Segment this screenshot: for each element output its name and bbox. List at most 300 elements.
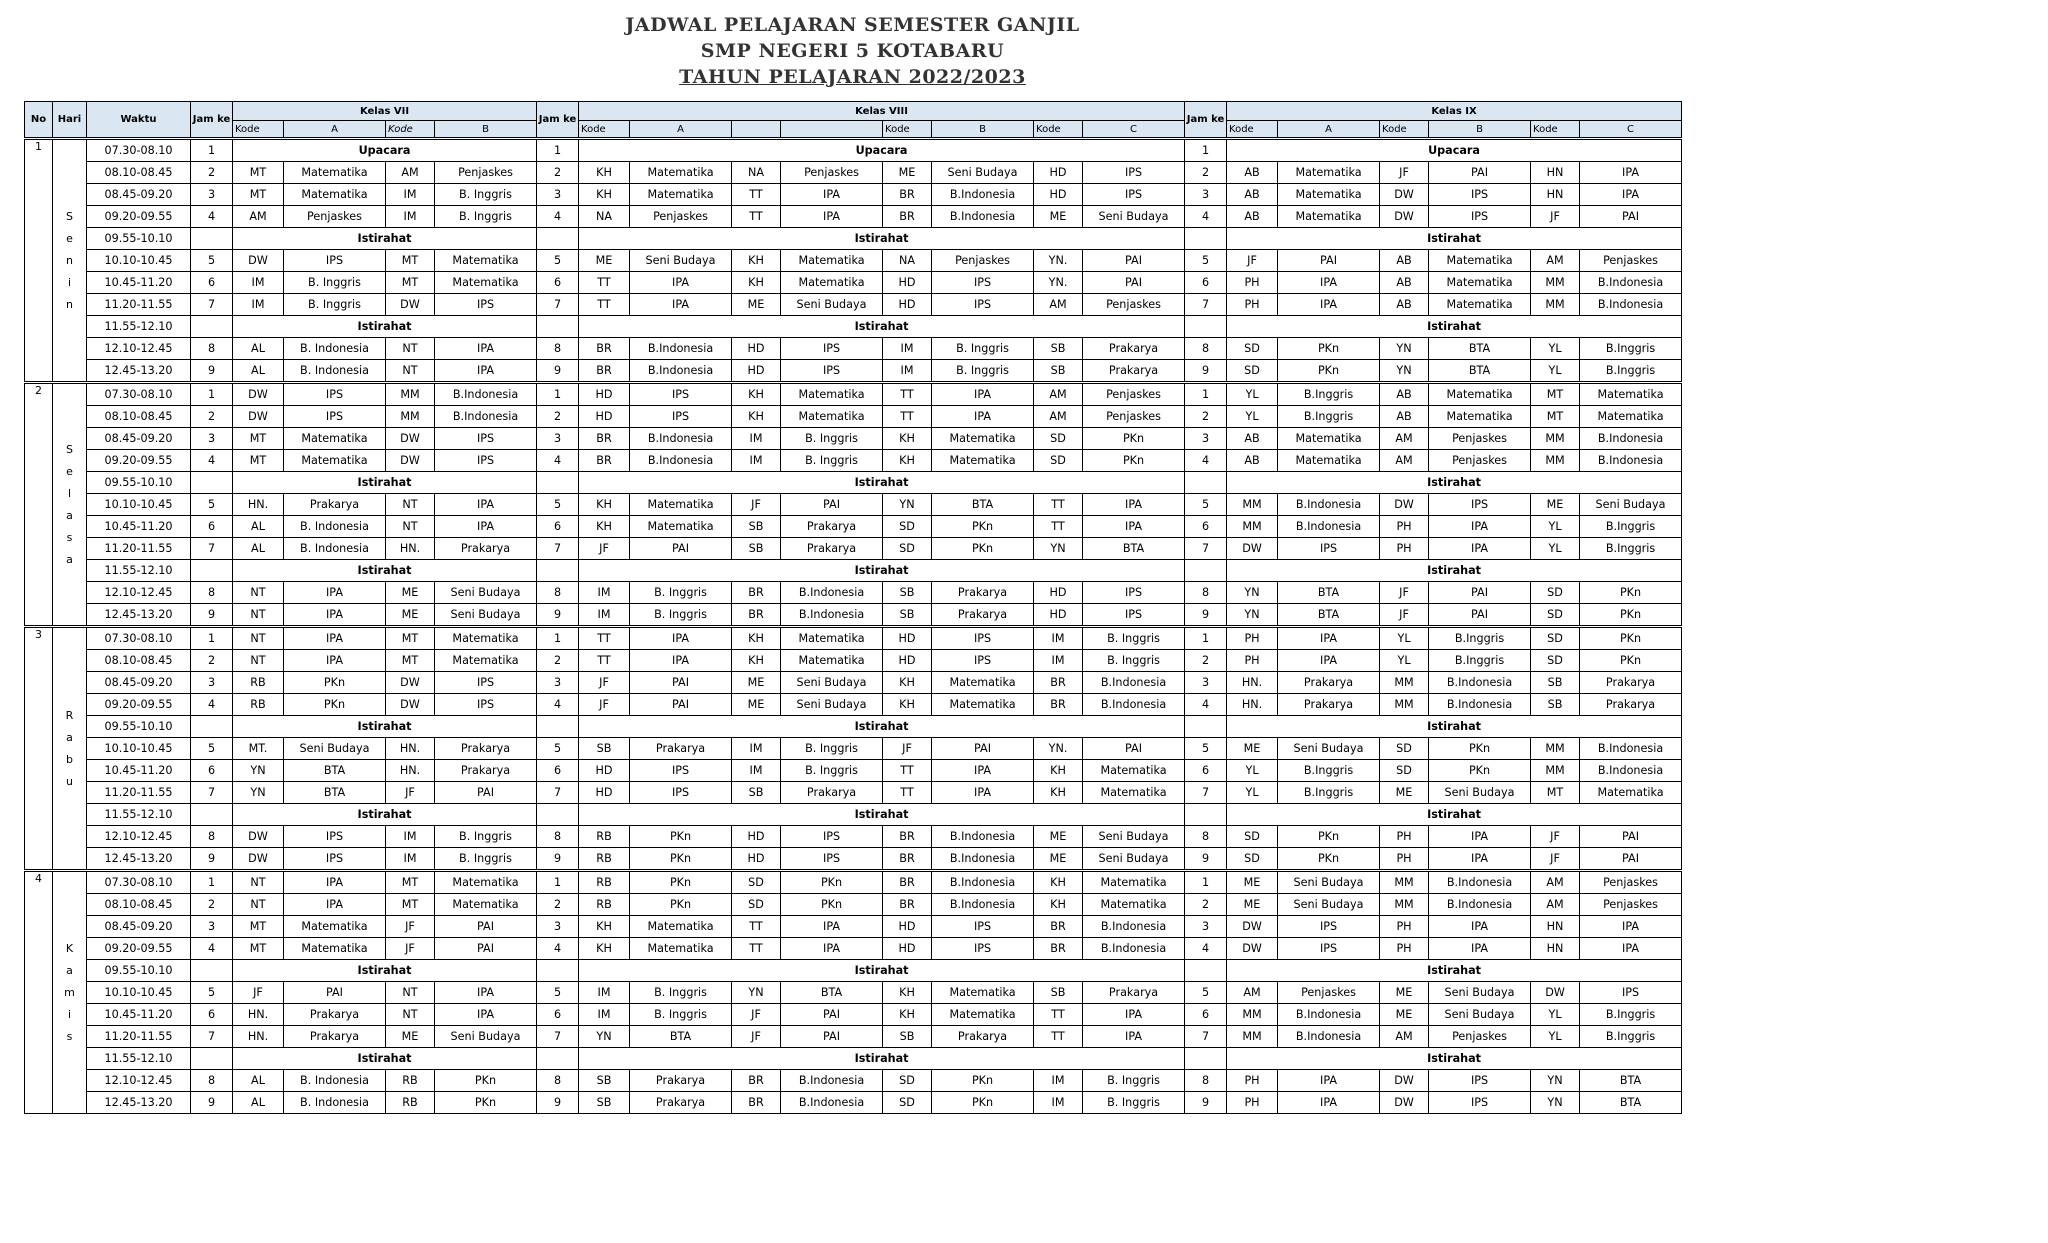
- teacher-code: SD: [1380, 760, 1429, 782]
- day-letter: u: [66, 774, 73, 788]
- table-row: [25, 894, 1682, 916]
- subject-name: PKn: [1580, 650, 1682, 672]
- teacher-code: RB: [579, 894, 630, 916]
- subject-name: IPA: [1580, 184, 1682, 206]
- teacher-code: TT: [1034, 1004, 1083, 1026]
- table-row: [25, 1048, 1682, 1070]
- subject-name: IPA: [435, 338, 537, 360]
- subject-name: IPA: [284, 582, 386, 604]
- subject-name: IPS: [932, 938, 1034, 960]
- subject-name: Prakarya: [630, 738, 732, 760]
- period-number: 7: [1185, 1026, 1227, 1048]
- teacher-code: JF: [579, 538, 630, 560]
- teacher-code: BR: [579, 450, 630, 472]
- subject-name: IPA: [1429, 516, 1531, 538]
- period-number: 5: [537, 738, 579, 760]
- period-number: 1: [1185, 627, 1227, 650]
- period-number: 4: [191, 938, 233, 960]
- subject-name: PAI: [932, 738, 1034, 760]
- teacher-code: TT: [579, 294, 630, 316]
- ceremony-cell: Upacara: [579, 139, 1185, 162]
- teacher-code: AM: [1380, 450, 1429, 472]
- subject-name: IPS: [932, 294, 1034, 316]
- blank-cell: [537, 804, 579, 826]
- header-kelas-vii: Kelas VII: [233, 102, 537, 121]
- subject-name: B. Inggris: [932, 360, 1034, 383]
- teacher-code: HD: [883, 938, 932, 960]
- subject-name: Seni Budaya: [932, 162, 1034, 184]
- teacher-code: DW: [386, 294, 435, 316]
- teacher-code: ME: [1380, 982, 1429, 1004]
- teacher-code: SB: [1034, 338, 1083, 360]
- subject-name: IPS: [932, 916, 1034, 938]
- subject-name: Matematika: [932, 450, 1034, 472]
- teacher-code: KH: [732, 406, 781, 428]
- subject-name: B. Indonesia: [284, 516, 386, 538]
- subject-name: B.Indonesia: [1278, 1004, 1380, 1026]
- teacher-code: AM: [1380, 428, 1429, 450]
- subject-name: B.Indonesia: [781, 604, 883, 627]
- teacher-code: NA: [732, 162, 781, 184]
- day-letter: e: [66, 464, 73, 478]
- subject-name: B.Inggris: [1278, 760, 1380, 782]
- subject-name: B. Inggris: [1083, 650, 1185, 672]
- subject-name: Matematika: [435, 250, 537, 272]
- teacher-code: KH: [579, 184, 630, 206]
- teacher-code: ME: [1380, 782, 1429, 804]
- blank-cell: [1185, 960, 1227, 982]
- table-row: [25, 139, 1682, 162]
- subject-name: B. Inggris: [1083, 1092, 1185, 1114]
- teacher-code: YN: [1380, 338, 1429, 360]
- subject-name: Matematika: [781, 383, 883, 406]
- subject-name: BTA: [630, 1026, 732, 1048]
- period-number: 9: [1185, 1092, 1227, 1114]
- teacher-code: MT: [233, 916, 284, 938]
- header-class-a: A: [284, 121, 386, 139]
- period-number: 2: [1185, 162, 1227, 184]
- subject-name: Matematika: [781, 406, 883, 428]
- teacher-code: AM: [386, 162, 435, 184]
- teacher-code: SB: [579, 1070, 630, 1092]
- subject-name: IPA: [932, 383, 1034, 406]
- teacher-code: SD: [1227, 338, 1278, 360]
- period-number: 8: [191, 338, 233, 360]
- subject-name: B.Inggris: [1580, 1004, 1682, 1026]
- period-number: 6: [537, 760, 579, 782]
- subject-name: BTA: [1580, 1092, 1682, 1114]
- teacher-code: TT: [732, 938, 781, 960]
- day-letter: s: [66, 530, 73, 544]
- subject-name: IPA: [1278, 627, 1380, 650]
- period-number: 1: [191, 383, 233, 406]
- teacher-code: ME: [1227, 871, 1278, 894]
- subject-name: Matematika: [1083, 894, 1185, 916]
- subject-name: IPS: [932, 650, 1034, 672]
- time-cell: 12.45-13.20: [87, 848, 191, 871]
- teacher-code: SD: [1227, 826, 1278, 848]
- subject-name: Prakarya: [1278, 672, 1380, 694]
- table-row: [25, 650, 1682, 672]
- teacher-code: IM: [732, 760, 781, 782]
- subject-name: Seni Budaya: [1278, 738, 1380, 760]
- subject-name: Penjaskes: [1580, 250, 1682, 272]
- table-row: [25, 848, 1682, 871]
- teacher-code: PH: [1227, 627, 1278, 650]
- subject-name: IPS: [435, 694, 537, 716]
- subject-name: Penjaskes: [932, 250, 1034, 272]
- teacher-code: HN.: [233, 1004, 284, 1026]
- teacher-code: MT: [386, 650, 435, 672]
- schedule-body: [25, 139, 1682, 1114]
- teacher-code: HN.: [233, 494, 284, 516]
- blank-cell: [537, 472, 579, 494]
- period-number: 5: [537, 494, 579, 516]
- teacher-code: TT: [883, 406, 932, 428]
- subject-name: IPS: [781, 826, 883, 848]
- subject-name: IPS: [1580, 982, 1682, 1004]
- subject-name: PAI: [781, 494, 883, 516]
- teacher-code: SD: [1227, 360, 1278, 383]
- time-cell: 09.55-10.10: [87, 960, 191, 982]
- teacher-code: YL: [1227, 383, 1278, 406]
- period-number: 4: [537, 694, 579, 716]
- subject-name: Matematika: [1278, 184, 1380, 206]
- teacher-code: SD: [732, 894, 781, 916]
- subject-name: B. Indonesia: [284, 338, 386, 360]
- period-number: 9: [1185, 848, 1227, 871]
- teacher-code: RB: [233, 694, 284, 716]
- teacher-code: BR: [732, 582, 781, 604]
- blank-cell: [191, 228, 233, 250]
- teacher-code: HD: [883, 916, 932, 938]
- period-number: 7: [537, 538, 579, 560]
- period-number: 3: [537, 916, 579, 938]
- teacher-code: KH: [579, 516, 630, 538]
- header-blank: [732, 121, 781, 139]
- teacher-code: NT: [233, 894, 284, 916]
- subject-name: IPA: [284, 871, 386, 894]
- teacher-code: ME: [386, 1026, 435, 1048]
- period-number: 2: [191, 650, 233, 672]
- subject-name: Prakarya: [435, 738, 537, 760]
- subject-name: PKn: [1429, 738, 1531, 760]
- table-row: [25, 694, 1682, 716]
- teacher-code: SD: [1227, 848, 1278, 871]
- subject-name: IPS: [435, 294, 537, 316]
- teacher-code: BR: [1034, 916, 1083, 938]
- teacher-code: AL: [233, 1070, 284, 1092]
- table-row: [25, 627, 1682, 650]
- teacher-code: MM: [1531, 760, 1580, 782]
- subject-name: IPS: [284, 250, 386, 272]
- break-cell: Istirahat: [233, 316, 537, 338]
- header-class-c: C: [1580, 121, 1682, 139]
- subject-name: Matematika: [435, 871, 537, 894]
- table-row: [25, 383, 1682, 406]
- subject-name: IPS: [435, 672, 537, 694]
- teacher-code: JF: [386, 782, 435, 804]
- subject-name: Matematika: [284, 450, 386, 472]
- teacher-code: PH: [1380, 826, 1429, 848]
- teacher-code: IM: [1034, 627, 1083, 650]
- teacher-code: TT: [579, 627, 630, 650]
- subject-name: Matematika: [630, 916, 732, 938]
- teacher-code: ME: [883, 162, 932, 184]
- time-cell: 12.10-12.45: [87, 582, 191, 604]
- subject-name: Prakarya: [1083, 982, 1185, 1004]
- subject-name: BTA: [284, 760, 386, 782]
- subject-name: Seni Budaya: [781, 694, 883, 716]
- teacher-code: DW: [1380, 206, 1429, 228]
- subject-name: IPS: [1429, 494, 1531, 516]
- subject-name: IPA: [630, 627, 732, 650]
- teacher-code: NT: [386, 516, 435, 538]
- time-cell: 09.20-09.55: [87, 938, 191, 960]
- subject-name: Penjaskes: [781, 162, 883, 184]
- subject-name: B.Indonesia: [781, 582, 883, 604]
- teacher-code: JF: [1531, 848, 1580, 871]
- subject-name: Matematika: [630, 184, 732, 206]
- time-cell: 12.10-12.45: [87, 338, 191, 360]
- time-cell: 11.20-11.55: [87, 538, 191, 560]
- period-number: 1: [191, 627, 233, 650]
- subject-name: Prakarya: [781, 782, 883, 804]
- table-row: [25, 960, 1682, 982]
- teacher-code: HN: [1531, 184, 1580, 206]
- subject-name: PKn: [781, 871, 883, 894]
- teacher-code: KH: [732, 650, 781, 672]
- time-cell: 12.10-12.45: [87, 1070, 191, 1092]
- teacher-code: SB: [1034, 360, 1083, 383]
- time-cell: 10.45-11.20: [87, 272, 191, 294]
- time-cell: 07.30-08.10: [87, 139, 191, 162]
- period-number: 1: [1185, 871, 1227, 894]
- subject-name: PKn: [1278, 848, 1380, 871]
- period-number: 5: [537, 250, 579, 272]
- teacher-code: JF: [386, 916, 435, 938]
- subject-name: IPS: [1429, 1070, 1531, 1092]
- subject-name: B. Indonesia: [284, 1092, 386, 1114]
- subject-name: PAI: [630, 672, 732, 694]
- subject-name: PKn: [932, 1070, 1034, 1092]
- subject-name: Seni Budaya: [1580, 494, 1682, 516]
- subject-name: IPA: [1083, 516, 1185, 538]
- teacher-code: HD: [1034, 604, 1083, 627]
- teacher-code: IM: [883, 338, 932, 360]
- break-cell: Istirahat: [579, 560, 1185, 582]
- table-row: [25, 250, 1682, 272]
- day-letter: a: [66, 730, 73, 744]
- teacher-code: SB: [579, 738, 630, 760]
- break-cell: Istirahat: [233, 472, 537, 494]
- subject-name: IPA: [1429, 848, 1531, 871]
- subject-name: IPA: [781, 916, 883, 938]
- day-letter: a: [66, 552, 73, 566]
- subject-name: PAI: [1429, 582, 1531, 604]
- subject-name: IPS: [630, 383, 732, 406]
- subject-name: PKn: [435, 1070, 537, 1092]
- subject-name: IPS: [630, 760, 732, 782]
- subject-name: Prakarya: [284, 1004, 386, 1026]
- teacher-code: MT: [233, 184, 284, 206]
- subject-name: Seni Budaya: [1083, 826, 1185, 848]
- teacher-code: PH: [1227, 294, 1278, 316]
- subject-name: B.Inggris: [1580, 516, 1682, 538]
- subject-name: PAI: [1429, 162, 1531, 184]
- teacher-code: ME: [732, 694, 781, 716]
- table-row: [25, 338, 1682, 360]
- subject-name: IPA: [1278, 650, 1380, 672]
- table-row: [25, 472, 1682, 494]
- period-number: 1: [1185, 139, 1227, 162]
- subject-name: B.Inggris: [1580, 1026, 1682, 1048]
- table-row: [25, 938, 1682, 960]
- day-letter: S: [66, 209, 73, 223]
- subject-name: Matematika: [1083, 760, 1185, 782]
- time-cell: 11.20-11.55: [87, 782, 191, 804]
- teacher-code: JF: [579, 672, 630, 694]
- teacher-code: KH: [732, 627, 781, 650]
- header-class-b: B: [1429, 121, 1531, 139]
- blank-cell: [537, 960, 579, 982]
- period-number: 9: [191, 360, 233, 383]
- teacher-code: BR: [732, 1070, 781, 1092]
- teacher-code: ME: [579, 250, 630, 272]
- time-cell: 12.10-12.45: [87, 826, 191, 848]
- period-number: 1: [537, 383, 579, 406]
- subject-name: IPS: [932, 627, 1034, 650]
- subject-name: PKn: [1083, 428, 1185, 450]
- day-letter: i: [67, 1007, 72, 1021]
- teacher-code: DW: [1227, 916, 1278, 938]
- subject-name: IPA: [781, 184, 883, 206]
- day-letter: n: [66, 297, 73, 311]
- teacher-code: BR: [883, 894, 932, 916]
- blank-cell: [537, 1048, 579, 1070]
- subject-name: IPS: [781, 848, 883, 871]
- period-number: 9: [537, 848, 579, 871]
- subject-name: PKn: [284, 694, 386, 716]
- subject-name: Matematika: [435, 894, 537, 916]
- teacher-code: MM: [386, 383, 435, 406]
- period-number: 7: [191, 538, 233, 560]
- subject-name: IPA: [1278, 272, 1380, 294]
- subject-name: PAI: [781, 1026, 883, 1048]
- subject-name: B. Inggris: [284, 294, 386, 316]
- teacher-code: BR: [579, 428, 630, 450]
- subject-name: IPA: [284, 650, 386, 672]
- teacher-code: YN: [579, 1026, 630, 1048]
- teacher-code: NT: [233, 582, 284, 604]
- table-row: [25, 294, 1682, 316]
- subject-name: Matematika: [284, 162, 386, 184]
- blank-cell: [1185, 316, 1227, 338]
- teacher-code: MM: [386, 406, 435, 428]
- time-cell: 08.10-08.45: [87, 406, 191, 428]
- teacher-code: TT: [883, 383, 932, 406]
- break-cell: Istirahat: [1227, 316, 1682, 338]
- subject-name: Matematika: [1429, 406, 1531, 428]
- subject-name: IPS: [284, 406, 386, 428]
- subject-name: B.Inggris: [1278, 782, 1380, 804]
- teacher-code: MM: [1531, 272, 1580, 294]
- teacher-code: MT: [386, 894, 435, 916]
- subject-name: IPS: [1429, 1092, 1531, 1114]
- teacher-code: AB: [1380, 250, 1429, 272]
- subject-name: Matematika: [284, 184, 386, 206]
- teacher-code: HN.: [386, 738, 435, 760]
- period-number: 8: [1185, 582, 1227, 604]
- period-number: 5: [191, 250, 233, 272]
- subject-name: Seni Budaya: [1429, 1004, 1531, 1026]
- subject-name: Matematika: [435, 627, 537, 650]
- teacher-code: DW: [386, 672, 435, 694]
- teacher-code: MM: [1380, 894, 1429, 916]
- period-number: 5: [1185, 982, 1227, 1004]
- teacher-code: BR: [883, 871, 932, 894]
- table-row: [25, 916, 1682, 938]
- teacher-code: PH: [1227, 1070, 1278, 1092]
- teacher-code: HD: [883, 627, 932, 650]
- teacher-code: ME: [732, 672, 781, 694]
- period-number: 7: [1185, 782, 1227, 804]
- subject-name: B. Inggris: [435, 848, 537, 871]
- period-number: 8: [537, 1070, 579, 1092]
- subject-name: IPA: [435, 494, 537, 516]
- teacher-code: IM: [732, 738, 781, 760]
- subject-name: B.Indonesia: [932, 894, 1034, 916]
- subject-name: PKn: [932, 516, 1034, 538]
- subject-name: PAI: [435, 916, 537, 938]
- period-number: 3: [191, 184, 233, 206]
- period-number: 5: [537, 982, 579, 1004]
- teacher-code: YL: [1531, 1026, 1580, 1048]
- teacher-code: TT: [579, 272, 630, 294]
- teacher-code: JF: [732, 1004, 781, 1026]
- period-number: 4: [1185, 450, 1227, 472]
- teacher-code: BR: [883, 206, 932, 228]
- teacher-code: MM: [1380, 694, 1429, 716]
- subject-name: Matematika: [781, 250, 883, 272]
- teacher-code: YN.: [1034, 250, 1083, 272]
- teacher-code: MM: [1227, 516, 1278, 538]
- teacher-code: YL: [1531, 1004, 1580, 1026]
- teacher-code: TT: [579, 650, 630, 672]
- teacher-code: YL: [1380, 650, 1429, 672]
- time-cell: 08.10-08.45: [87, 162, 191, 184]
- subject-name: B.Indonesia: [630, 360, 732, 383]
- teacher-code: BR: [883, 848, 932, 871]
- period-number: 7: [537, 782, 579, 804]
- teacher-code: DW: [1227, 538, 1278, 560]
- teacher-code: SB: [1531, 694, 1580, 716]
- subject-name: IPS: [932, 272, 1034, 294]
- break-cell: Istirahat: [1227, 472, 1682, 494]
- period-number: 8: [1185, 1070, 1227, 1092]
- period-number: 6: [1185, 516, 1227, 538]
- day-name: [53, 139, 87, 383]
- subject-name: Seni Budaya: [284, 738, 386, 760]
- table-row: [25, 516, 1682, 538]
- teacher-code: MT: [233, 162, 284, 184]
- subject-name: Penjaskes: [1429, 428, 1531, 450]
- subject-name: B. Inggris: [630, 1004, 732, 1026]
- period-number: 1: [537, 139, 579, 162]
- teacher-code: HD: [1034, 184, 1083, 206]
- header-class-c: C: [1083, 121, 1185, 139]
- break-cell: Istirahat: [579, 472, 1185, 494]
